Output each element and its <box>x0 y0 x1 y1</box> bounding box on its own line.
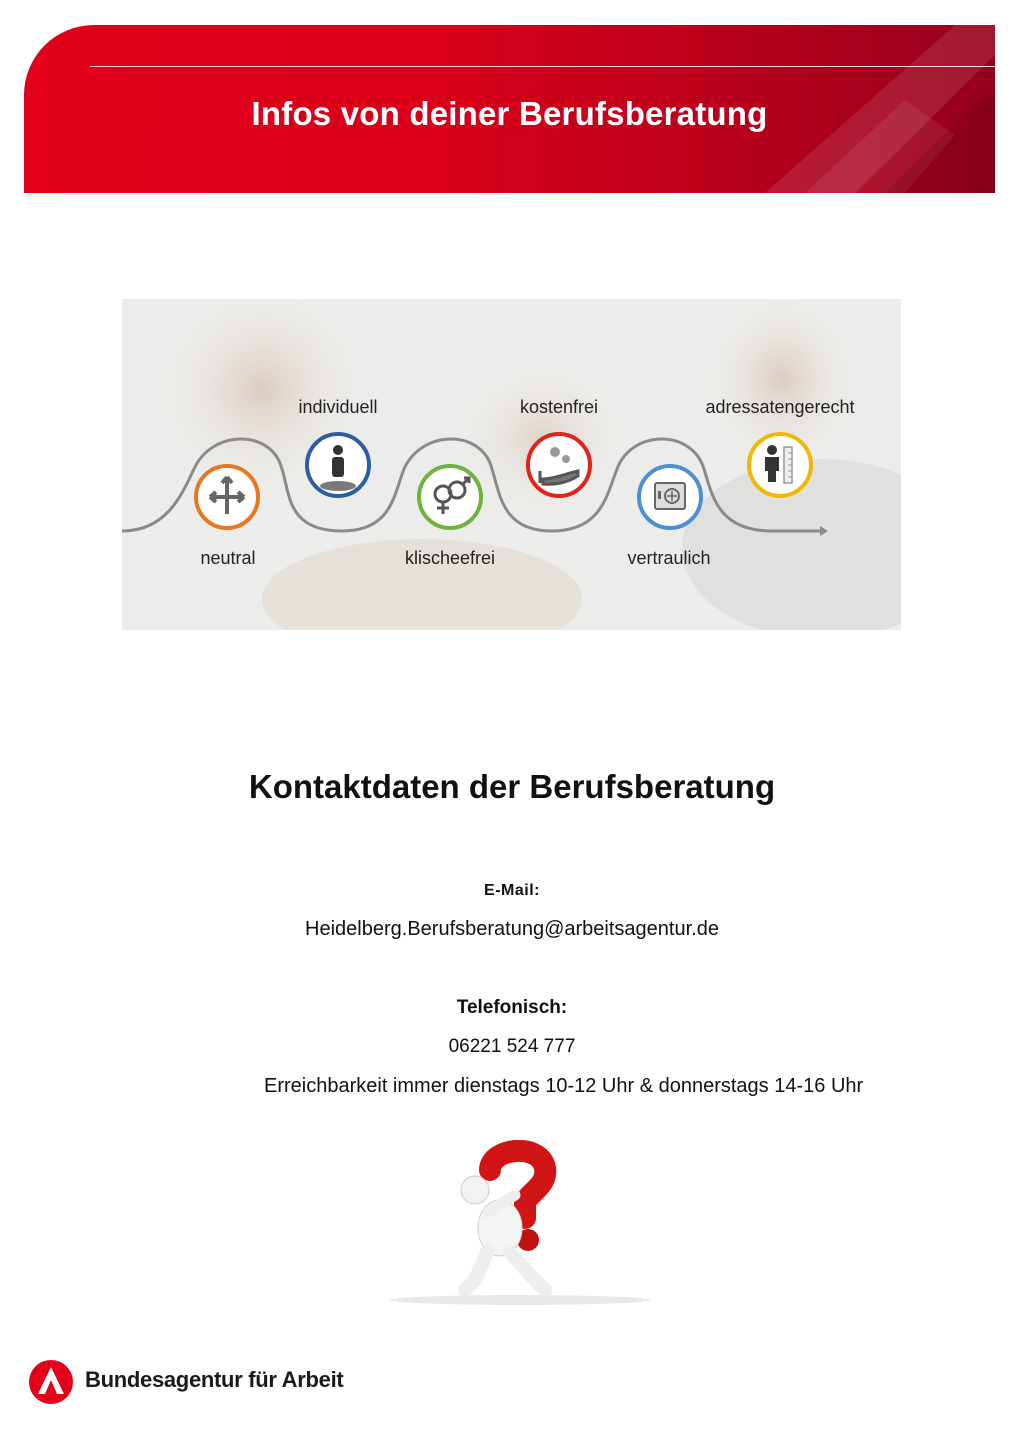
phone-number: 06221 524 777 <box>448 1036 576 1057</box>
hand-coins-icon <box>528 434 590 496</box>
contact-title: Kontaktdaten der Berufsberatung <box>248 768 776 805</box>
person-icon <box>307 434 369 496</box>
gender-symbols-icon <box>419 466 481 528</box>
availability-hours: Erreichbarkeit immer dienstags 10-12 Uhr & donnerstags 14-16 Uhr <box>264 1075 864 1097</box>
person-height-ruler-icon <box>749 434 811 496</box>
organization-name: Bundesagentur für Arbeit <box>85 1367 344 1392</box>
email-address-link[interactable]: Heidelberg.Berufsberatung@arbeitsagentur.de <box>305 918 719 940</box>
safe-icon <box>639 466 701 528</box>
label-neutral: neutral <box>200 548 256 568</box>
label-individuell: individuell <box>298 397 378 417</box>
crossroads-arrows-icon <box>196 466 258 528</box>
page-title: Infos von deiner Berufsberatung <box>251 95 768 132</box>
email-label: E-Mail: <box>484 882 540 899</box>
label-klischeefrei: klischeefrei <box>404 548 496 568</box>
label-vertraulich: vertraulich <box>627 548 711 568</box>
bundesagentur-logo-icon <box>28 1358 74 1406</box>
hero-image <box>122 299 901 630</box>
label-kostenfrei: kostenfrei <box>519 397 599 417</box>
label-adressatengerecht: adressatengerecht <box>705 397 855 417</box>
figure-carrying-question-mark-image <box>380 1140 660 1310</box>
phone-label: Telefonisch: <box>456 997 568 1018</box>
banner-divider-line <box>90 66 995 67</box>
header-banner <box>24 25 995 193</box>
